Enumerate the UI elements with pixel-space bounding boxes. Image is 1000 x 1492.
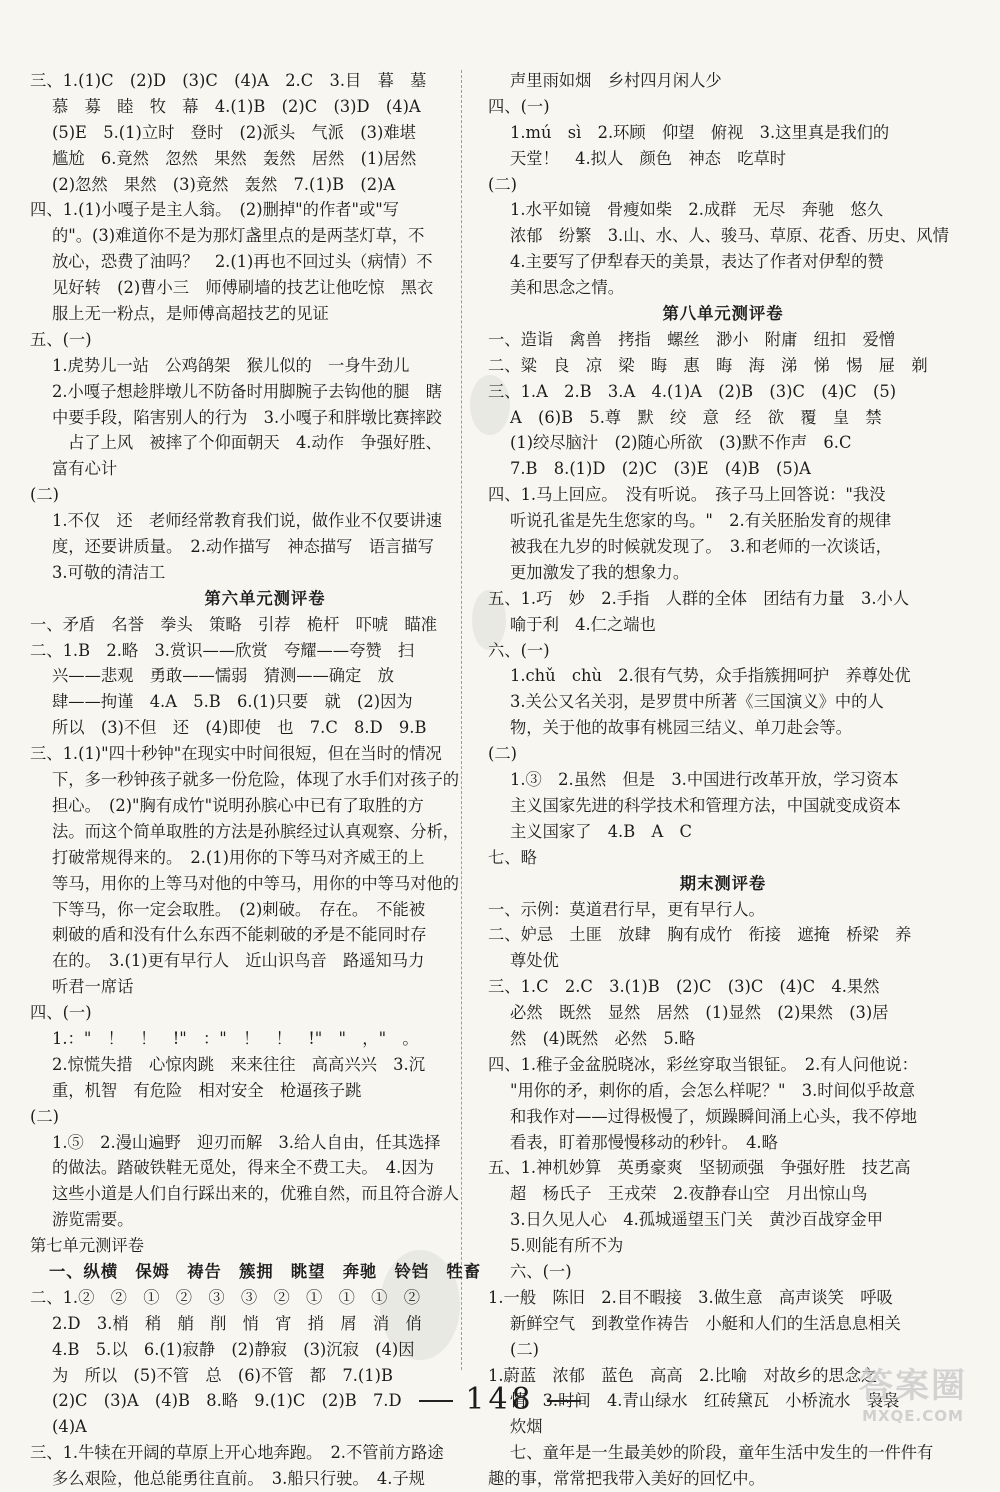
page-number-text: 148 — [465, 1382, 535, 1417]
answer-line: 物，关于他的故事有桃园三结义、单刀赴会等。 — [510, 718, 852, 738]
answer-line: (二) — [488, 174, 517, 194]
answer-line: A (6)B 5.尊 默 绞 意 经 欲 覆 皇 禁 — [510, 407, 882, 427]
answer-line: 听君一席话 — [52, 977, 134, 997]
answer-line: (二) — [30, 1106, 59, 1126]
answer-line: "用你的矛，刺你的盾，会怎么样呢？" 3.时间似乎故意 — [510, 1080, 915, 1100]
answer-line: 下，多一秒钟孩子就多一份危险，体现了水手们对孩子的 — [52, 770, 460, 790]
answer-line: 美和思念之情。 — [510, 278, 624, 298]
answer-line: 六、(一) — [488, 640, 550, 660]
answer-line: 然 (4)既然 必然 5.略 — [510, 1028, 696, 1048]
answer-line: 炊烟 — [510, 1417, 543, 1437]
section-title: 第六单元测评卷 — [204, 588, 326, 608]
right-column — [488, 68, 958, 1492]
answer-line: 四、(一) — [30, 1003, 92, 1023]
answer-line: 法。而这个简单取胜的方法是孙膑经过认真观察、分析， — [52, 821, 460, 841]
answer-line: 一、矛盾 名誉 拳头 策略 引荐 桅杆 吓唬 瞄准 — [30, 614, 438, 634]
answer-line: 1.chǔ chù 2.很有气势，众手指簇拥呵护 养尊处优 — [510, 666, 911, 686]
answer-line: 放心，恐费了油吗？ 2.(1)再也不回过头（病情）不 — [52, 252, 433, 272]
answer-line: (2)C (3)A (4)B 8.略 9.(1)C (2)B 7.D — [52, 1391, 402, 1411]
page-number-dash-right — [547, 1400, 581, 1402]
section-title: 期末测评卷 — [679, 873, 767, 893]
answer-line: 1.mú sì 2.环顾 仰望 俯视 3.这里真是我们的 — [510, 122, 890, 142]
answer-line: 4.主要写了伊犁春天的美景，表达了作者对伊犁的赞 — [510, 252, 884, 272]
answer-line: 度，还要讲质量。 2.动作描写 神态描写 语言描写 — [52, 537, 434, 557]
answer-line: 1.一般 陈旧 2.目不暇接 3.做生意 高声谈笑 呼吸 — [488, 1287, 893, 1307]
answer-line: 肆——拘谨 4.A 5.B 6.(1)只要 就 (2)因为 — [52, 692, 413, 712]
answer-line: 二、1.B 2.略 3.赏识——欣赏 夸耀——夸赞 扫 — [30, 640, 415, 660]
watermark — [838, 1365, 988, 1435]
answer-line: 主义国家先进的科学技术和管理方法，中国就变成资本 — [510, 795, 901, 815]
answer-line: 二、1.② ② ① ② ③ ③ ② ① ① ① ② — [30, 1287, 421, 1307]
answer-line: 第七单元测评卷 — [30, 1236, 144, 1256]
answer-line: 游览需要。 — [52, 1210, 134, 1230]
answer-line: 重，机智 有危险 相对安全 枪逼孩子跳 — [52, 1080, 362, 1100]
answer-line: 二、妒忌 土匪 放肆 胸有成竹 衔接 遮掩 桥梁 养 — [488, 925, 912, 945]
answer-line: 看表，盯着那慢慢移动的秒针。 4.略 — [510, 1132, 778, 1152]
answer-line: 这些小道是人们自行踩出来的，优雅自然，而且符合游人 — [52, 1184, 460, 1204]
answer-line: 担心。 (2)"胸有成竹"说明孙膑心中已有了取胜的方 — [52, 795, 424, 815]
watermark-url: MXQE.COM — [862, 1407, 964, 1425]
section-title: 一、纵横 保姆 祷告 簇拥 眺望 奔驰 铃铛 牲畜 — [48, 1261, 482, 1281]
answer-line: 三、1.(1)C (2)D (3)C (4)A 2.C 3.目 暮 墓 — [30, 71, 427, 90]
left-column — [30, 68, 500, 1492]
answer-line: (二) — [30, 485, 59, 505]
answer-line: 四、1.马上回应。 没有听说。 孩子马上回答说："我没 — [488, 485, 886, 505]
answer-line: 2.D 3.梢 稍 艄 削 悄 宵 捎 屑 消 俏 — [52, 1313, 422, 1333]
answer-line: 1.：" ！ ！ !" ：" ！ ！ !" " ，" 。 — [52, 1028, 419, 1048]
answer-line: 浓郁 纷繁 3.山、水、人、骏马、草原、花香、历史、风情 — [510, 226, 949, 246]
answer-line: 4.B 5.以 6.(1)寂静 (2)静寂 (3)沉寂 (4)因 — [52, 1339, 415, 1359]
answer-line: 四、1.稚子金盆脱晓冰，彩丝穿取当银钲。 2.有人问他说： — [488, 1054, 918, 1074]
answer-line: 趣的事，常常把我带入美好的回忆中。 — [488, 1469, 765, 1489]
answer-line: 四、1.(1)小嘎子是主人翁。 (2)删掉"的作者"或"写 — [30, 200, 400, 220]
page-number-dash-left — [419, 1400, 453, 1402]
answer-line: 中要手段，陷害别人的行为 3.小嘎子和胖墩比赛摔跤 — [52, 407, 443, 427]
answer-line: 喻于利 4.仁之端也 — [510, 614, 656, 634]
answer-line: 占了上风 被摔了个仰面朝天 4.动作 争强好胜、 — [68, 433, 442, 453]
answer-line: 等马，用你的上等马对他的中等马，用你的中等马对他的 — [52, 873, 460, 893]
answer-line: 为 所以 (5)不管 总 (6)不管 都 7.(1)B — [52, 1365, 393, 1385]
answer-line: 三、1.C 2.C 3.(1)B (2)C (3)C (4)C 4.果然 — [488, 977, 880, 997]
answer-line: 尊处优 — [510, 951, 559, 971]
answer-line: 三、1.(1)"四十秒钟"在现实中时间很短，但在当时的情况 — [30, 744, 442, 764]
answer-line: 的"。(3)难道你不是为那灯盏里点的是两茎灯草，不 — [52, 226, 425, 246]
answer-line: 三、1.A 2.B 3.A 4.(1)A (2)B (3)C (4)C (5) — [488, 381, 897, 401]
answer-line: 二、粱 良 凉 梁 晦 惠 晦 海 涕 悌 惕 屉 剃 — [488, 355, 928, 375]
answer-line: 超 杨氏子 王戎荣 2.夜静春山空 月出惊山鸟 — [510, 1184, 868, 1204]
answer-line: (1)绞尽脑汁 (2)随心所欲 (3)默不作声 6.C — [510, 433, 852, 453]
answer-line: (二) — [510, 1339, 539, 1359]
answer-line: 七、略 — [488, 847, 537, 867]
answer-line: 5.则能有所不为 — [510, 1236, 624, 1256]
answer-line: (2)忽然 果然 (3)竟然 轰然 7.(1)B (2)A — [52, 174, 396, 194]
answer-line: 7.B 8.(1)D (2)C (3)E (4)B (5)A — [510, 459, 811, 479]
answer-line: 一、示例：莫道君行早，更有早行人。 — [488, 899, 765, 919]
answer-line: 下等马，你一定会取胜。 (2)刺破。 存在。 不能被 — [52, 899, 426, 919]
answer-line: 新鲜空气 到教堂作祷告 小艇和人们的生活息息相关 — [510, 1313, 901, 1333]
answer-line: 一、造诣 禽兽 拷指 螺丝 渺小 附庸 纽扣 爱憎 — [488, 329, 896, 349]
answer-line: 四、(一) — [488, 96, 550, 116]
answer-line: 三、1.牛犊在开阔的草原上开心地奔跑。 2.不管前方路途 — [30, 1443, 444, 1463]
answer-line: 2.惊慌失措 心惊肉跳 来来往往 高高兴兴 3.沉 — [52, 1054, 425, 1074]
answer-line: 见好转 (2)曹小三 师傅刷墙的技艺让他吃惊 黑衣 — [52, 278, 434, 298]
answer-line: 七、童年是一生最美妙的阶段，童年生活中发生的一件件有 — [510, 1443, 934, 1463]
answer-line: 所以 (3)不但 还 (4)即使 也 7.C 8.D 9.B — [52, 718, 427, 738]
answer-line: 打破常规得来的。 2.(1)用你的下等马对齐威王的上 — [52, 847, 425, 867]
answer-line: 富有心计 — [52, 459, 118, 479]
answer-line: 1.水平如镜 骨瘦如柴 2.成群 无尽 奔驰 悠久 — [510, 200, 883, 220]
answer-line: 尴尬 6.竟然 忽然 果然 轰然 居然 (1)居然 — [52, 148, 417, 168]
answer-line: 在的。 3.(1)更有早行人 近山识鸟音 路遥知马力 — [52, 951, 425, 971]
answer-line: 声里雨如烟 乡村四月闲人少 — [510, 71, 722, 90]
answer-line: 1.③ 2.虽然 但是 3.中国进行改革开放，学习资本 — [510, 770, 899, 790]
answer-line: 1.蔚蓝 浓郁 蓝色 高高 2.比喻 对故乡的思念之 — [488, 1365, 878, 1385]
answer-line: 天堂！ 4.拟人 颜色 神态 吃草时 — [510, 148, 787, 168]
watermark-logo: 答案圈 — [859, 1366, 967, 1406]
answer-line: 六、(一) — [510, 1261, 572, 1281]
answer-line: 3.日久见人心 4.孤城遥望玉门关 黄沙百战穿金甲 — [510, 1210, 883, 1230]
answer-line: 1.⑤ 2.漫山遍野 迎刃而解 3.给人自由，任其选择 — [52, 1132, 441, 1152]
answer-line: 五、(一) — [30, 329, 92, 349]
answer-line: 3.关公又名关羽，是罗贯中所著《三国演义》中的人 — [510, 692, 884, 712]
answer-line: 多么艰险，他总能勇往直前。 3.船只行驶。 4.子规 — [52, 1469, 425, 1489]
answer-line: 兴——悲观 勇敢——懦弱 猜测——确定 放 — [52, 666, 394, 686]
answer-line: (二) — [488, 744, 517, 764]
answer-line: (5)E 5.(1)立时 登时 (2)派头 气派 (3)难堪 — [52, 122, 416, 142]
answer-line: 情 3.时间 4.青山绿水 红砖黛瓦 小桥流水 袅袅 — [510, 1391, 900, 1411]
answer-line: 更加激发了我的想象力。 — [510, 562, 690, 582]
answer-line: 听说孔雀是先生您家的鸟。" 2.有关胚胎发育的规律 — [510, 511, 892, 531]
answer-line: 慕 募 睦 牧 幕 4.(1)B (2)C (3)D (4)A — [52, 96, 421, 116]
answer-line: 主义国家了 4.B A C — [510, 821, 692, 841]
answer-line: 2.小嘎子想趁胖墩儿不防备时用脚腕子去钩他的腿 瞎 — [52, 381, 443, 401]
answer-line: (4)A — [52, 1417, 87, 1437]
answer-line: 1.不仅 还 老师经常教育我们说，做作业不仅要讲速 — [52, 511, 443, 531]
answer-line: 五、1.巧 妙 2.手指 人群的全体 团结有力量 3.小人 — [488, 588, 910, 608]
answer-line: 五、1.神机妙算 英勇豪爽 坚韧顽强 争强好胜 技艺高 — [488, 1158, 911, 1178]
answer-line: 3.可敬的清洁工 — [52, 562, 166, 582]
answer-line: 刺破的盾和没有什么东西不能刺破的矛是不能同时存 — [52, 925, 427, 945]
answer-line: 服上无一粉点，是师傅高超技艺的见证 — [52, 304, 329, 324]
answer-line: 的做法。踏破铁鞋无觅处，得来全不费工夫。 4.因为 — [52, 1158, 434, 1178]
answer-line: 和我作对——过得极慢了，烦躁瞬间涌上心头，我不停地 — [510, 1106, 918, 1126]
section-title: 第八单元测评卷 — [662, 304, 784, 324]
answer-line: 必然 既然 显然 居然 (1)显然 (2)果然 (3)居 — [510, 1003, 889, 1023]
answer-line: 1.虎势儿一站 公鸡鹐架 猴儿似的 一身牛劲儿 — [52, 355, 410, 375]
answer-line: 被我在九岁的时候就发现了。 3.和老师的一次谈话， — [510, 537, 892, 557]
